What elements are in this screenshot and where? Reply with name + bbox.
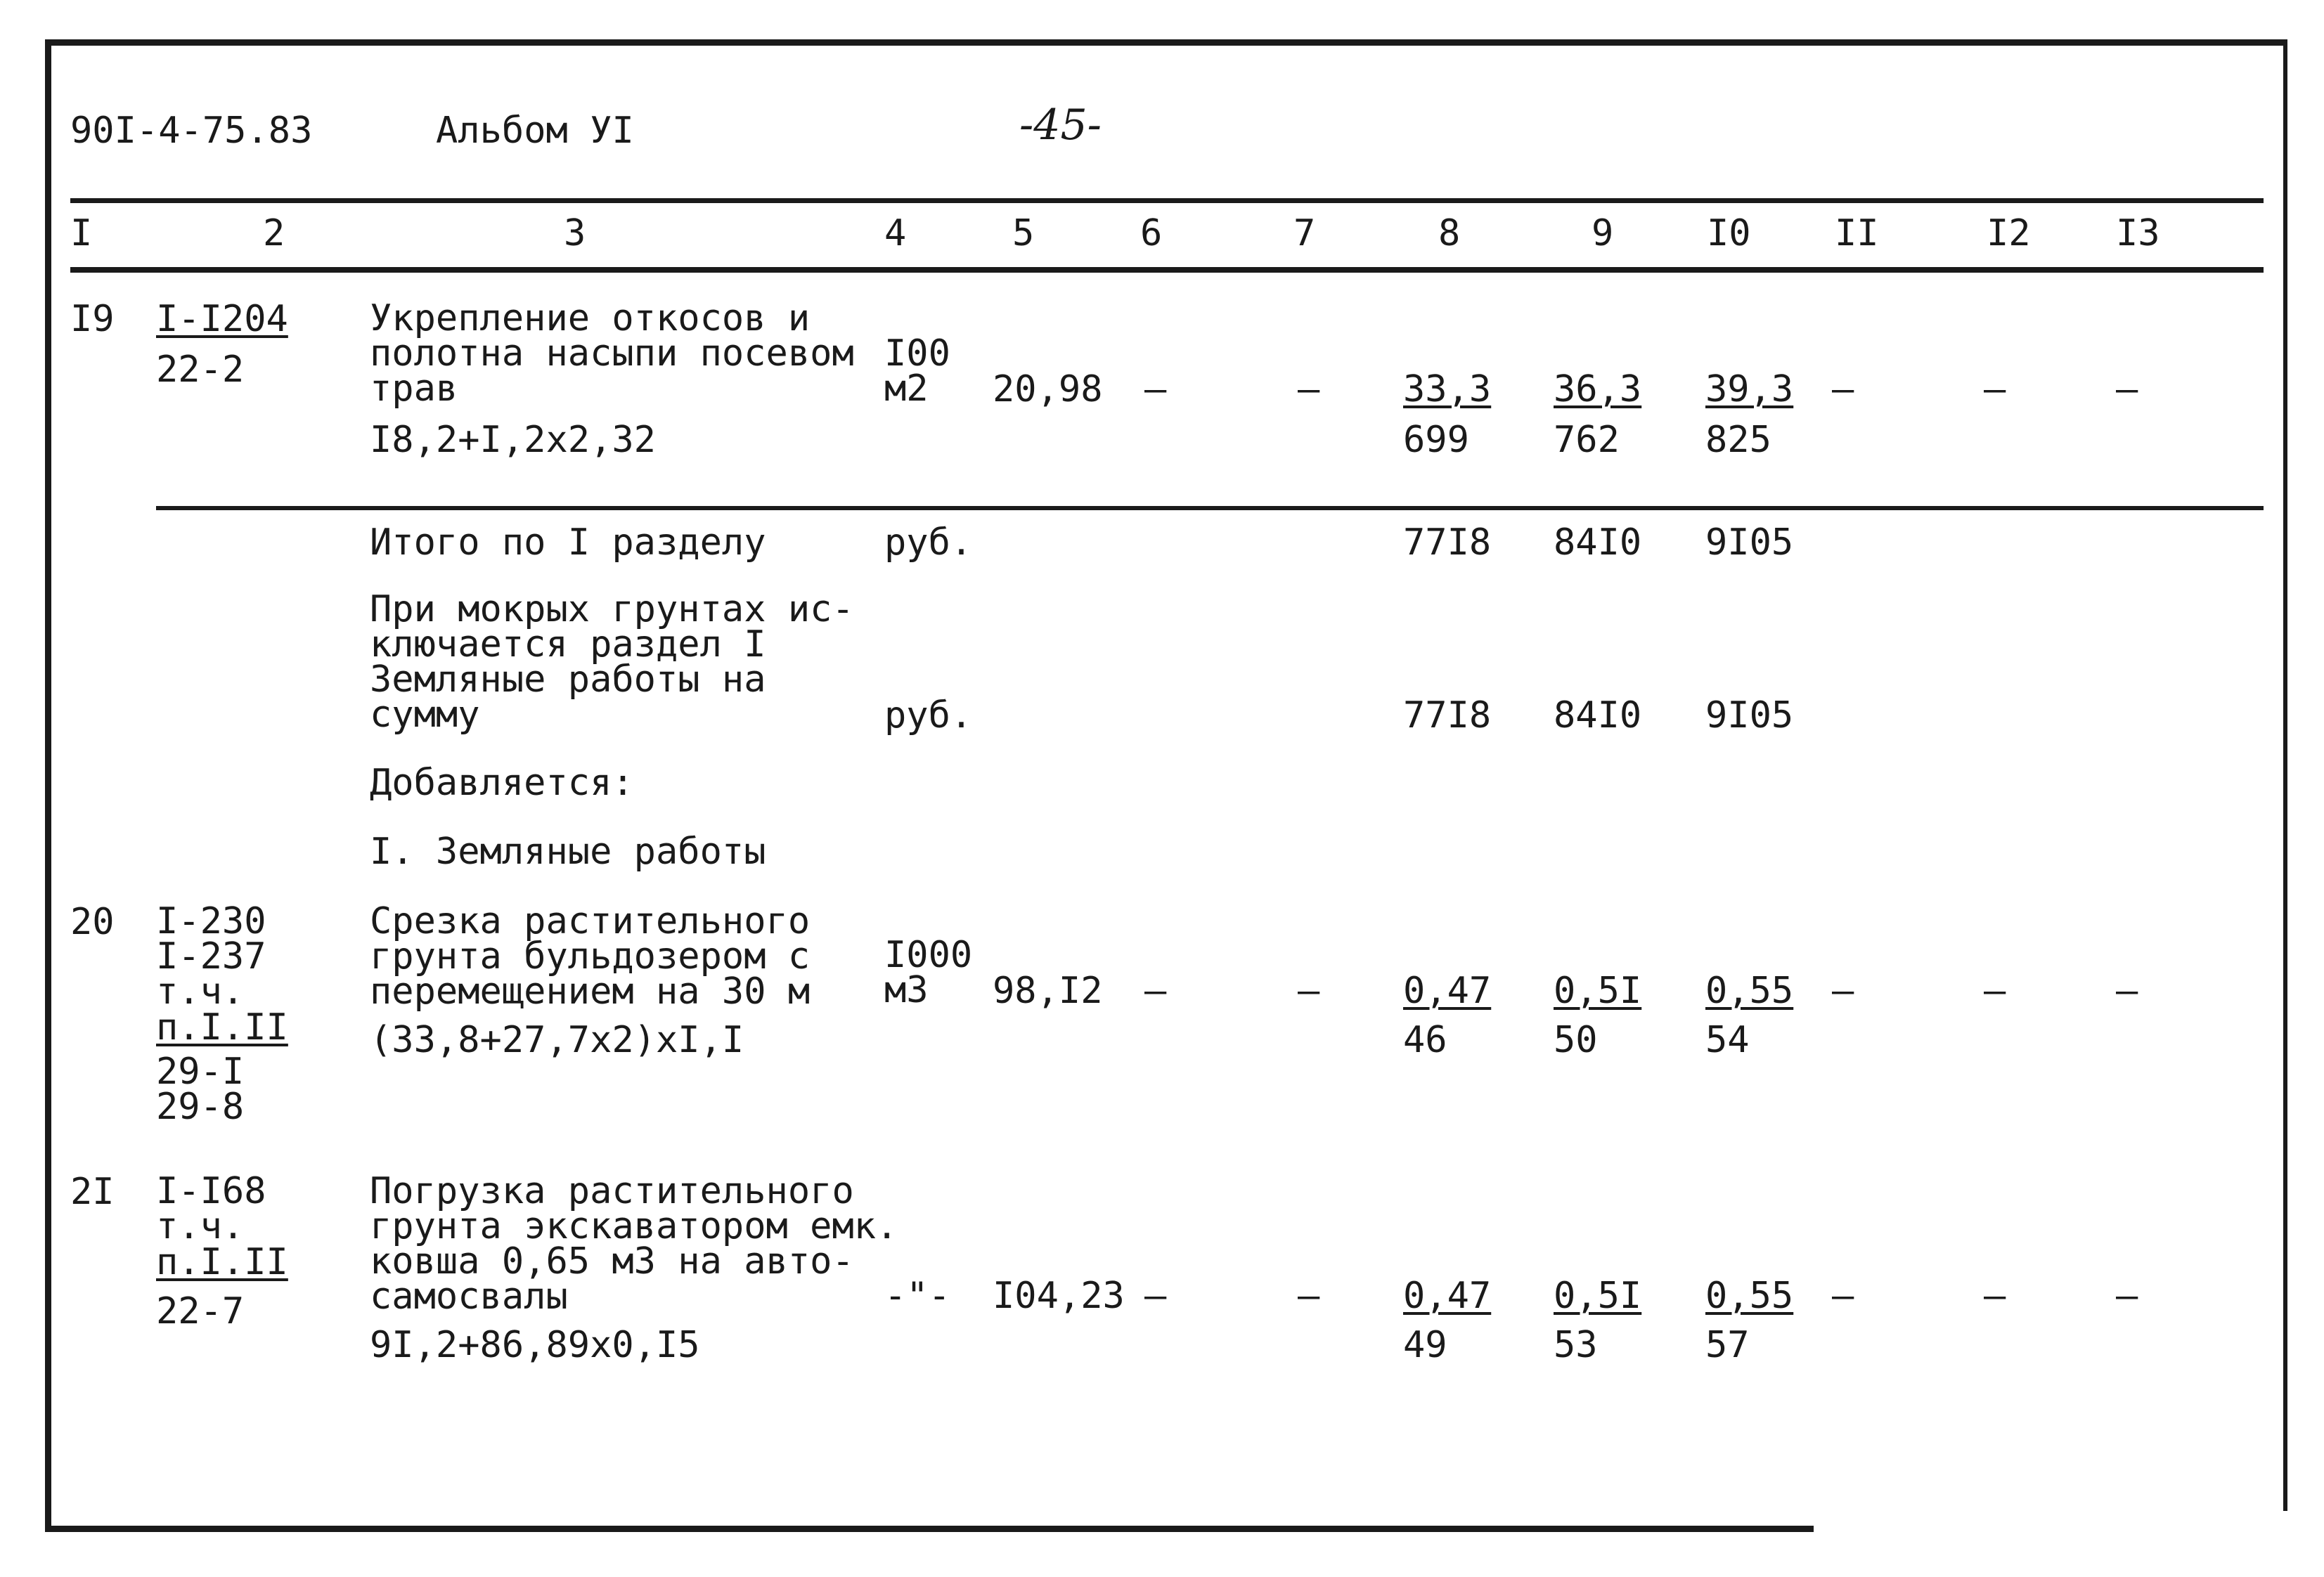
col7-value: – [1298, 368, 1320, 410]
cost-10: 825 [1705, 419, 1771, 461]
work-description: Укрепление откосов и полотна насыпи посевом трав [370, 297, 854, 410]
section-title: I. Земляные работы [370, 831, 766, 873]
norm-codes-secondary: 22-7 [156, 1290, 245, 1332]
col13-value: – [2116, 368, 2138, 410]
total-10: 9I05 [1705, 521, 1794, 564]
quantity: 98,I2 [993, 970, 1103, 1012]
section-rule [156, 506, 2264, 510]
col-header: 8 [1438, 212, 1461, 254]
norm-codes: I-I68 т.ч. [156, 1170, 266, 1247]
col-header: 9 [1592, 212, 1614, 254]
volume-formula: (33,8+27,7x2)xI,I [370, 1019, 744, 1061]
col-header: I0 [1707, 212, 1751, 254]
cost-9: 53 [1554, 1324, 1598, 1366]
quantity: 20,98 [993, 368, 1103, 410]
wet-soil-8: 77I8 [1403, 694, 1492, 736]
cost-8: 699 [1403, 419, 1469, 461]
header-rule-top [70, 198, 2264, 203]
price-8: 0,47 [1403, 1275, 1492, 1317]
total-label: Итого по I разделу [370, 521, 766, 564]
wet-soil-9: 84I0 [1554, 694, 1642, 736]
col6-value: – [1144, 970, 1167, 1012]
album-title: Альбом УI [436, 110, 634, 152]
cost-10: 54 [1705, 1019, 1750, 1061]
col6-value: – [1144, 1275, 1167, 1317]
col12-value: – [1984, 368, 2006, 410]
norm-codes-underlined: п.I.II [156, 1006, 288, 1049]
price-9: 0,5I [1554, 1275, 1642, 1317]
unit: I000 м3 [884, 934, 973, 1011]
unit: -"- [884, 1275, 950, 1317]
row-number: 2I [70, 1171, 115, 1213]
col7-value: – [1298, 1275, 1320, 1317]
page-number: -45- [1019, 100, 1102, 150]
cost-8: 46 [1403, 1019, 1447, 1061]
col-header: 5 [1012, 212, 1035, 254]
price-10: 0,55 [1705, 1275, 1794, 1317]
price-10: 39,3 [1705, 368, 1794, 410]
col11-value: – [1832, 368, 1854, 410]
price-9: 36,3 [1554, 368, 1642, 410]
total-9: 84I0 [1554, 521, 1642, 564]
col7-value: – [1298, 970, 1320, 1012]
col-header: 6 [1140, 212, 1163, 254]
col-header: 3 [564, 212, 586, 254]
col12-value: – [1984, 970, 2006, 1012]
volume-formula: 9I,2+86,89x0,I5 [370, 1324, 700, 1366]
cost-9: 762 [1554, 419, 1620, 461]
col13-value: – [2116, 970, 2138, 1012]
added-label: Добавляется: [370, 762, 634, 804]
col-header: I [70, 212, 93, 254]
col6-value: – [1144, 368, 1167, 410]
col-header: I3 [2116, 212, 2160, 254]
frame-gap [1814, 1511, 2320, 1553]
col-header: 4 [884, 212, 907, 254]
col11-value: – [1832, 970, 1854, 1012]
work-description: Погрузка растительного грунта экскаватором емк. ковша 0,65 м3 на авто- самосвалы [370, 1170, 898, 1318]
col-header: II [1835, 212, 1879, 254]
col13-value: – [2116, 1275, 2138, 1317]
row-number: 20 [70, 901, 115, 943]
col-header: I2 [1987, 212, 2031, 254]
row-number: I9 [70, 298, 115, 340]
cost-9: 50 [1554, 1019, 1598, 1061]
cost-8: 49 [1403, 1324, 1447, 1366]
total-unit: руб. [884, 521, 973, 564]
price-10: 0,55 [1705, 970, 1794, 1012]
norm-code-secondary: 22-2 [156, 349, 245, 391]
header-rule-bottom [70, 267, 2264, 273]
volume-formula: I8,2+I,2x2,32 [370, 419, 656, 461]
col12-value: – [1984, 1275, 2006, 1317]
cost-10: 57 [1705, 1324, 1750, 1366]
total-8: 77I8 [1403, 521, 1492, 564]
col11-value: – [1832, 1275, 1854, 1317]
unit: I00 м2 [884, 332, 950, 410]
price-8: 33,3 [1403, 368, 1492, 410]
wet-soil-label: При мокрых грунтах ис- ключается раздел I Земляные работы на сумму [370, 588, 854, 736]
norm-codes-underlined: п.I.II [156, 1241, 288, 1283]
norm-codes-secondary: 29-I 29-8 [156, 1051, 245, 1128]
document-code: 90I-4-75.83 [70, 110, 313, 152]
col-header: 2 [263, 212, 285, 254]
norm-codes: I-230 I-237 т.ч. [156, 900, 266, 1013]
wet-soil-unit: руб. [884, 694, 973, 736]
quantity: I04,23 [993, 1275, 1125, 1317]
price-9: 0,5I [1554, 970, 1642, 1012]
wet-soil-10: 9I05 [1705, 694, 1794, 736]
col-header: 7 [1293, 212, 1316, 254]
price-8: 0,47 [1403, 970, 1492, 1012]
work-description: Срезка растительного грунта бульдозером с перемещением на 30 м [370, 900, 811, 1013]
norm-code: I-I204 [156, 298, 288, 340]
